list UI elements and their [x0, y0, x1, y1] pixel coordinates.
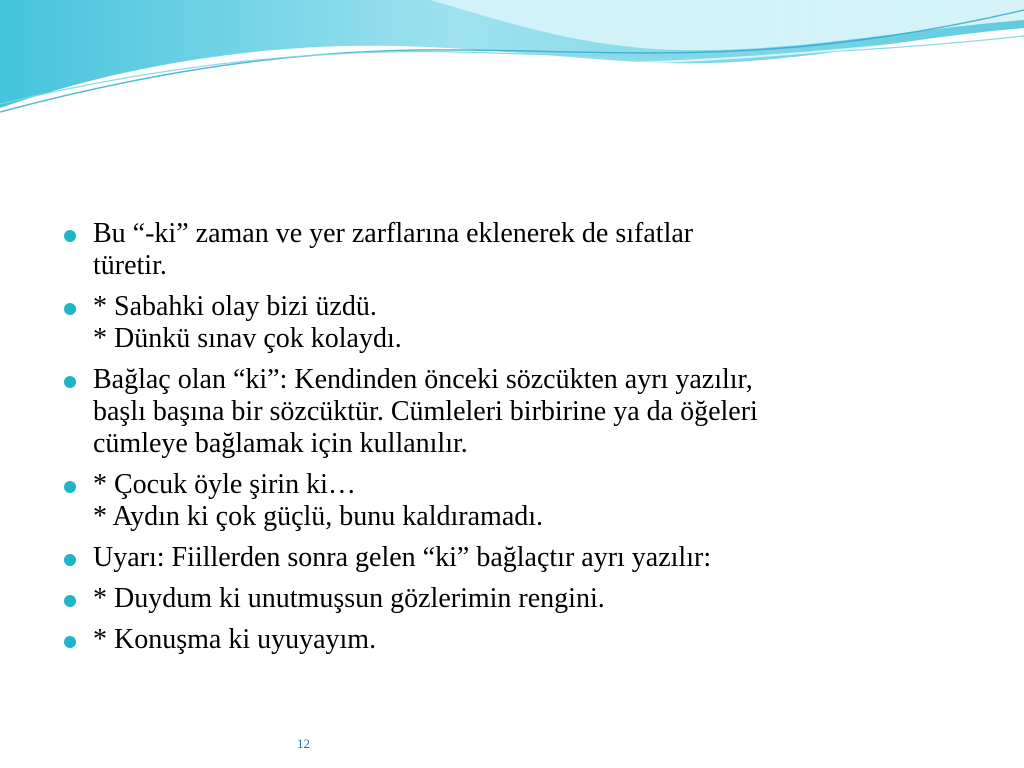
bullet-dot-icon — [64, 303, 76, 315]
header-wave-decoration — [0, 0, 1024, 130]
bullet-text-line: türetir. — [93, 250, 167, 281]
bullet-dot-icon — [64, 481, 76, 493]
bullet-text-line: Bu “-ki” zaman ve yer zarflarına eklenerek de sıfatlar — [93, 218, 694, 249]
bullet-item — [62, 291, 982, 355]
bullet-list — [62, 218, 982, 656]
bullet-dot-icon — [64, 595, 76, 607]
bullet-dot-icon — [64, 554, 76, 566]
bullet-item — [62, 542, 982, 574]
bullet-text-line: * Dünkü sınav çok kolaydı. — [93, 323, 402, 354]
bullet-text-line: * Konuşma ki uyuyayım. — [93, 624, 377, 655]
bullet-dot-icon — [64, 376, 76, 388]
page-number: 12 — [297, 736, 310, 751]
bullet-item — [62, 583, 982, 615]
bullet-text-line: * Çocuk öyle şirin ki… — [93, 469, 356, 500]
bullet-item — [62, 624, 982, 656]
bullet-text-line: Uyarı: Fiillerden sonra gelen “ki” bağlaçtır ayrı yazılır: — [93, 542, 712, 573]
slide-body — [62, 218, 982, 665]
bullet-item — [62, 364, 982, 460]
bullet-text-line: * Aydın ki çok güçlü, bunu kaldıramadı. — [93, 501, 544, 532]
bullet-text-line: Bağlaç olan “ki”: Kendinden önceki sözcükten ayrı yazılır, — [93, 364, 753, 395]
bullet-item — [62, 469, 982, 533]
bullet-dot-icon — [64, 636, 76, 648]
bullet-item — [62, 218, 982, 282]
bullet-dot-icon — [64, 230, 76, 242]
bullet-text-line: * Duydum ki unutmuşsun gözlerimin rengini. — [93, 583, 605, 614]
bullet-text-line: * Sabahki olay bizi üzdü. — [93, 291, 377, 322]
bullet-text-line: cümleye bağlamak için kullanılır. — [93, 428, 468, 459]
bullet-text-line: başlı başına bir sözcüktür. Cümleleri birbirine ya da öğeleri — [93, 396, 758, 427]
